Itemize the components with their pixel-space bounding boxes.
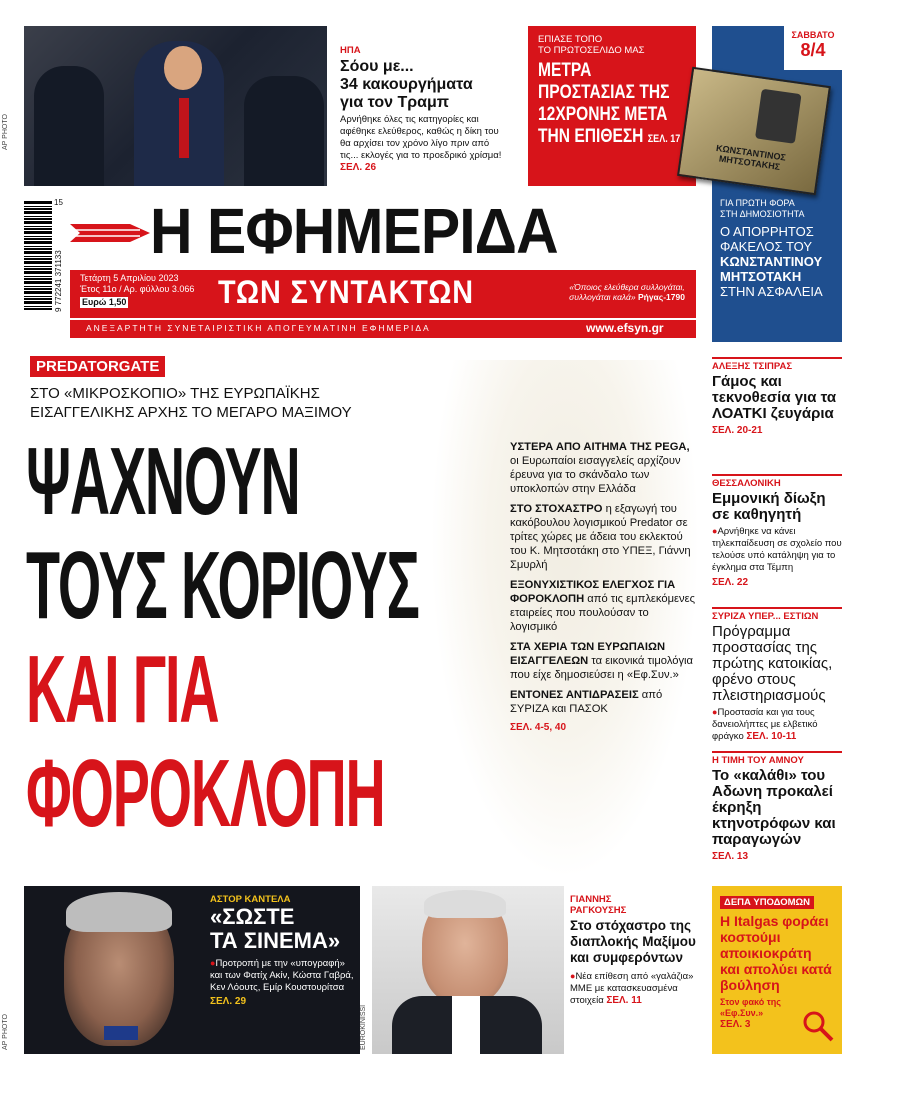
photo-credit-top: AP PHOTO — [2, 114, 9, 150]
sidebar-headline: Εμμονική δίωξη σε καθηγητή — [712, 490, 826, 523]
sidebar-body: Αρνήθηκε να κάνει τηλεκπαίδευση σε σχολείο που τελούσε υπό κατάληψη για το έγκλημα στα Τέμπη — [712, 526, 842, 573]
box-headline-2: ΠΡΟΣΤΑΣΙΑΣ ΤΗΣ — [538, 82, 670, 103]
masthead-date-block — [80, 273, 210, 308]
trump-tie — [179, 98, 189, 158]
main-item-text: τα εικονικά τιμολόγια που είχε δημοσιεύσει η «Εφ.Συν.» — [510, 655, 694, 681]
sidebar-page-ref[interactable]: ΣΕΛ. 13 — [712, 851, 749, 862]
promo-day: ΣΑΒΒΑΤΟ — [791, 30, 835, 40]
barcode — [24, 200, 52, 310]
trump-body: Αρνήθηκε όλες τις κατηγορίες και αφέθηκε ελεύθερος, καθώς η δίκη του θα αρχίσει τον χρόνο λίγο πριν από τις... εκλογές για το προεδρικό χρίσμα! — [340, 114, 502, 161]
italgas-note: Στον φακό της «Εφ.Συν.» — [720, 997, 781, 1018]
main-item-lead: ΣΤΟ ΣΤΟΧΑΣΤΡΟ — [510, 503, 603, 515]
trump-headline-1: Σόου με... — [340, 58, 414, 75]
promo-line-4: ΦΑΚΕΛΟΣ ΤΟΥ — [720, 239, 813, 254]
ragousis-headline: Στο στόχαστρο της διαπλοκής Μαξίμου και συμφερόντων — [570, 918, 696, 965]
ragousis-hair — [424, 890, 506, 918]
trump-story[interactable] — [340, 40, 510, 174]
gavras-page-ref[interactable]: ΣΕΛ. 29 — [210, 996, 247, 1007]
italgas-box[interactable] — [712, 886, 842, 1054]
main-item — [510, 502, 696, 572]
sidebar-headline: Το «καλάθι» του Αδωνη προκαλεί έκρηξη κτηνοτρόφων και παραγωγών — [712, 767, 836, 848]
trump-face — [164, 46, 202, 90]
gavras-body: Προτροπή με την «υπογραφή» και των Φατίχ Ακίν, Κώστα Γαβρά, Κεν Λόουτς, Εμίρ Κουστουρίτσα — [210, 958, 354, 993]
sidebar-tag: ΑΛΕΞΗΣ ΤΣΙΠΡΑΣ — [712, 357, 842, 372]
ragousis-body: Νέα επίθεση από «γαλάζια» ΜΜΕ με κατασκευασμένα στοιχεία — [570, 971, 694, 1006]
gavras-headline-1: «ΣΩΣΤΕ — [210, 904, 295, 929]
main-items — [510, 440, 696, 733]
gavras-tag: ΑΣΤΟΡ ΚΑΝΤΕΛΑ — [210, 894, 291, 905]
sidebar-story-amnos[interactable] — [712, 751, 842, 862]
promo-book — [677, 67, 831, 195]
sidebar-headline: Πρόγραμμα προστασίας της πρώτης κατοικίας, φρένο στους πλειστηριασμούς — [712, 623, 833, 704]
box-headline-1: ΜΕΤΡΑ — [538, 60, 592, 81]
issue-code: 15 — [54, 198, 63, 207]
main-item-text: από τις εμπλεκόμενες εταιρείες που πουλούσαν το λογισμικό — [510, 593, 696, 633]
gavras-hair — [66, 892, 172, 932]
barcode-number: 9 772241 371133 — [54, 250, 63, 312]
masthead-logo-pen — [70, 218, 150, 248]
masthead-quote: «Όποιος ελεύθερα συλλογάται, συλλογάται καλά» — [569, 282, 685, 302]
promo-line-7: ΣΤΗΝ ΑΣΦΑΛΕΙΑ — [720, 284, 823, 299]
main-item — [510, 640, 696, 682]
main-kicker — [30, 384, 352, 422]
main-item-text: η εξαγωγή του κακόβουλου λογισμικού Predator σε τρίτες χώρες με άδεια του εκλεκτού του Κ. Μητσοτάκη στο ΥΠΕΞ, Γιάννη Σμυρλή — [510, 503, 691, 571]
sidebar-page-ref[interactable]: ΣΕΛ. 20-21 — [712, 425, 763, 436]
masthead-quote-block — [560, 282, 694, 302]
main-kicker-1: ΣΤΟ «ΜΙΚΡΟΣΚΟΠΙΟ» ΤΗΣ ΕΥΡΩΠΑΪΚΗΣ — [30, 385, 320, 402]
photo-credit-eurokinissi: EUROKINISSI — [360, 1004, 367, 1050]
main-headline-2: ΤΟΥΣ ΚΟΡΙΟΥΣ — [26, 532, 419, 639]
masthead-price: Ευρώ 1,50 — [82, 297, 127, 307]
box-page-ref[interactable]: ΣΕΛ. 17 — [647, 133, 681, 145]
main-headline-3: ΚΑΙ ΓΙΑ — [26, 636, 219, 743]
trump-headline-3: για τον Τραμπ — [340, 94, 449, 111]
promo-line-3: Ο ΑΠΟΡΡΗΤΟΣ — [720, 224, 814, 239]
promo-date: 8/4 — [800, 40, 826, 60]
promo-line-6: ΜΗΤΣΟΤΑΚΗ — [720, 269, 802, 284]
magnifier-icon — [800, 1008, 836, 1044]
sidebar-tag: ΣΥΡΙΖΑ ΥΠΕΡ... ΕΣΤΙΩΝ — [712, 607, 842, 622]
masthead-tagline: ΑΝΕΞΑΡΤΗΤΗ ΣΥΝΕΤΑΙΡΙΣΤΙΚΗ ΑΠΟΓΕΥΜΑΤΙΝΗ ΕΦΗΜΕΡΙΔΑ — [86, 323, 431, 333]
promo-book-portrait — [755, 89, 802, 144]
sidebar-page-ref[interactable]: ΣΕΛ. 10-11 — [746, 731, 797, 742]
main-item-text: οι Ευρωπαίοι εισαγγελείς αρχίζουν έρευνα για το σκάνδαλο των υποκλοπών στην Ελλάδα — [510, 455, 681, 495]
main-item-lead: ΕΞΟΝΥΧΙΣΤΙΚΟΣ ΕΛΕΓΧΟΣ ΓΙΑ ΦΟΡΟΚΛΟΠΗ — [510, 579, 676, 605]
main-headline-1: ΨΑΧΝΟΥΝ — [26, 428, 300, 535]
ragousis-photo — [372, 886, 564, 1054]
ragousis-story[interactable] — [570, 894, 698, 1007]
italgas-page-ref[interactable]: ΣΕΛ. 3 — [720, 1019, 751, 1030]
ragousis-page-ref[interactable]: ΣΕΛ. 11 — [606, 995, 642, 1006]
main-item — [510, 440, 696, 496]
officer-left — [34, 66, 104, 186]
masthead-url[interactable]: www.efsyn.gr — [586, 321, 664, 335]
masthead-title[interactable]: Η ΕΦΗΜΕΡΙΔΑ — [150, 195, 558, 267]
girl-attack-box[interactable] — [528, 26, 696, 186]
sidebar-tag: ΘΕΣΣΑΛΟΝΙΚΗ — [712, 474, 842, 489]
box-kicker-1: ΕΠΙΑΣΕ ΤΟΠΟ — [538, 34, 603, 45]
box-headline-4: ΤΗΝ ΕΠΙΘΕΣΗ — [538, 126, 644, 147]
main-item-lead: ΥΣΤΕΡΑ ΑΠΟ ΑΙΤΗΜΑ ΤΗΣ PEGA, — [510, 441, 690, 453]
trump-headline-2: 34 κακουργήματα — [340, 76, 473, 93]
section-tag: ΗΠΑ — [340, 45, 361, 56]
main-kicker-2: ΕΙΣΑΓΓΕΛΙΚΗΣ ΑΡΧΗΣ ΤΟ ΜΕΓΑΡΟ ΜΑΞΙΜΟΥ — [30, 404, 352, 421]
sidebar-story-thessaloniki[interactable] — [712, 474, 842, 588]
pen-nib-icon — [70, 218, 150, 248]
promo-line-2: ΣΤΗ ΔΗΜΟΣΙΟΤΗΤΑ — [720, 209, 805, 219]
gavras-bowtie — [104, 1026, 138, 1040]
masthead-issue: Έτος 11ο / Αρ. φύλλου 3.066 — [80, 284, 195, 294]
main-page-ref[interactable]: ΣΕΛ. 4-5, 40 — [510, 722, 567, 733]
promo-line-5: ΚΩΝΣΤΑΝΤΙΝΟΥ — [720, 254, 823, 269]
ragousis-shirt — [452, 996, 480, 1054]
italgas-headline: Η Italgas φοράει κοστούμι αποικιοκράτη και απολύει κατά βούληση — [720, 913, 832, 993]
sidebar-headline: Γάμος και τεκνοθεσία για τα ΛΟΑΤΚΙ ζευγάρια — [712, 373, 837, 422]
trump-photo — [24, 26, 327, 186]
sidebar-story-syriza[interactable] — [712, 607, 842, 743]
masthead-quote-author: Ρήγας-1790 — [637, 292, 685, 302]
sidebar-body: Προστασία και για τους δανειολήπτες με ελβετικό φράγκο — [712, 707, 818, 742]
ragousis-tag-1: ΓΙΑΝΝΗΣ — [570, 894, 612, 905]
promo-book-text: ΚΩΝΣΤΑΝΤΙΝΟΣ ΜΗΤΣΟΤΑΚΗΣ — [715, 142, 787, 172]
main-headline — [26, 430, 419, 846]
box-headline-3: 12ΧΡΟΝΗΣ ΜΕΤΑ — [538, 104, 668, 125]
promo-line-1: ΓΙΑ ΠΡΩΤΗ ΦΟΡΑ — [720, 198, 795, 208]
promo-date-badge — [784, 26, 842, 70]
box-kicker-2: ΤΟ ΠΡΩΤΟΣΕΛΙΔΟ ΜΑΣ — [538, 45, 645, 56]
photo-credit-bottom: AP PHOTO — [2, 1014, 9, 1050]
sidebar-page-ref[interactable]: ΣΕΛ. 22 — [712, 577, 749, 588]
sidebar-story-tsipras[interactable] — [712, 357, 842, 436]
main-headline-4: ΦΟΡΟΚΛΟΠΗ — [26, 740, 385, 847]
main-item — [510, 688, 696, 716]
main-item-text: από ΣΥΡΙΖΑ και ΠΑΣΟΚ — [510, 689, 663, 715]
predatorgate-tag: PREDATORGATE — [30, 356, 165, 377]
trump-page-ref[interactable]: ΣΕΛ. 26 — [340, 162, 377, 173]
main-item-lead: ΣΤΑ ΧΕΡΙΑ ΤΩΝ ΕΥΡΩΠΑΙΩΝ ΕΙΣΑΓΓΕΛΕΩΝ — [510, 641, 666, 667]
officer-right — [244, 76, 324, 186]
masthead-subtitle: ΤΩΝ ΣΥΝΤΑΚΤΩΝ — [218, 274, 474, 310]
gavras-story[interactable] — [210, 894, 358, 1007]
ragousis-tag-2: ΡΑΓΚΟΥΣΗΣ — [570, 905, 627, 916]
promo-box[interactable] — [712, 26, 842, 342]
gavras-headline-2: ΤΑ ΣΙΝΕΜΑ» — [210, 928, 341, 953]
sidebar-tag: Η ΤΙΜΗ ΤΟΥ ΑΜΝΟΥ — [712, 751, 842, 766]
masthead-date: Τετάρτη 5 Απριλίου 2023 — [80, 273, 179, 283]
main-item-lead: ΕΝΤΟΝΕΣ ΑΝΤΙΔΡΑΣΕΙΣ — [510, 689, 639, 701]
italgas-tag: ΔΕΠΑ ΥΠΟΔΟΜΩΝ — [720, 896, 814, 909]
main-item — [510, 578, 696, 634]
